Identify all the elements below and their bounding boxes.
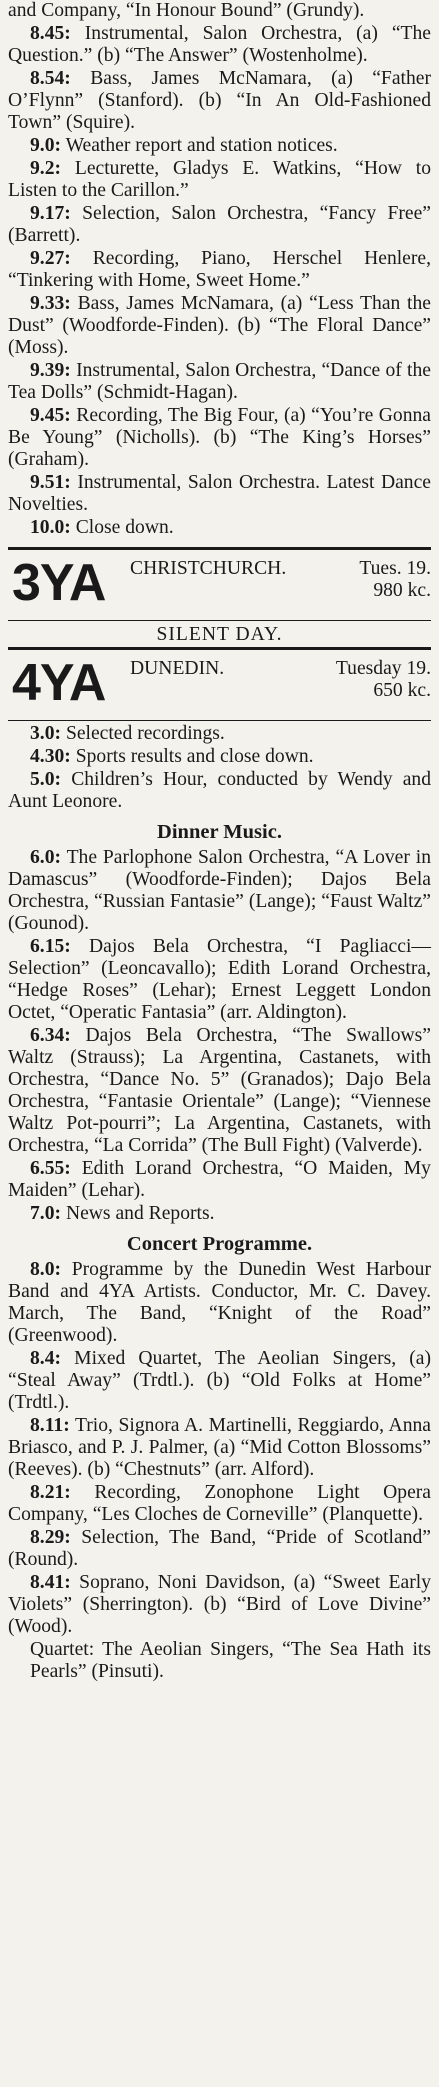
entry-time: 8.21: bbox=[30, 1482, 71, 1503]
entry-text: Instrumental, Salon Orchestra. Latest Dance Novelties. bbox=[8, 472, 431, 515]
programme-entry bbox=[8, 1639, 431, 1683]
programme-entry bbox=[8, 1259, 431, 1347]
entry-text: Programme by the Dunedin West Harbour Band and 4YA Artists. Conductor, Mr. C. Davey. March, The Band, “Knight of the Road” (Greenwood). bbox=[8, 1259, 431, 1346]
programme-entry bbox=[8, 135, 431, 157]
entry-text: Mixed Quartet, The Aeolian Singers, (a) “Steal Away” (Trdtl.). (b) “Old Folks at Home” (Trdtl.). bbox=[8, 1348, 432, 1413]
entry-time: 9.27: bbox=[30, 248, 71, 269]
programme-entry bbox=[8, 248, 431, 292]
station-day: Tues. 19. bbox=[359, 558, 431, 579]
programme-entry bbox=[8, 1482, 431, 1526]
station-call-sign: 3YA bbox=[12, 554, 106, 612]
entry-time: 7.0: bbox=[30, 1203, 62, 1224]
entry-text: Dajos Bela Orchestra, “I Pagliacci—Selection” (Leoncavallo); Edith Lorand Orchestra, “Hedge Roses” (Lehar); Ernest Leggett London Octet, “Operatic Fantasia” (arr. Aldington). bbox=[8, 936, 431, 1023]
entry-time: 9.39: bbox=[30, 360, 71, 381]
entry-text: Recording, Piano, Herschel Henlere, “Tinkering with Home, Sweet Home.” bbox=[8, 248, 431, 291]
programme-entry bbox=[8, 0, 431, 22]
programme-entry bbox=[8, 472, 431, 516]
divider bbox=[8, 720, 431, 721]
section-heading-dinner: Dinner Music. bbox=[157, 821, 282, 843]
entry-text: Edith Lorand Orchestra, “O Maiden, My Maiden” (Lehar). bbox=[8, 1158, 431, 1201]
entry-text: Bass, James McNamara, (a) “Less Than the Dust” (Woodforde-Finden). (b) “The Floral Dance” (Moss). bbox=[8, 293, 431, 358]
programme-entry bbox=[8, 723, 431, 745]
entry-text: Sports results and close down. bbox=[75, 746, 314, 767]
entry-text: Instrumental, Salon Orchestra, (a) “The Question.” (b) “The Answer” (Wostenholme). bbox=[8, 23, 431, 66]
programme-section-concert bbox=[8, 1259, 431, 1683]
entry-text: Instrumental, Salon Orchestra, “Dance of the Tea Dolls” (Schmidt-Hagan). bbox=[8, 360, 431, 403]
programme-section-afternoon bbox=[8, 723, 431, 813]
programme-section-dinner bbox=[8, 847, 431, 1225]
entry-time: 8.45: bbox=[30, 23, 71, 44]
programme-entry bbox=[8, 68, 431, 134]
entry-text: Quartet: The Aeolian Singers, “The Sea Hath its Pearls” (Pinsuti). bbox=[30, 1639, 431, 1682]
entry-text: News and Reports. bbox=[65, 1203, 215, 1224]
station-info bbox=[130, 652, 431, 702]
programme-entry bbox=[8, 203, 431, 247]
programme-entry bbox=[8, 1025, 431, 1157]
entry-time: 8.4: bbox=[30, 1348, 62, 1369]
entry-time: 6.15: bbox=[30, 936, 71, 957]
entry-time: 8.29: bbox=[30, 1527, 71, 1548]
entry-text: The Parlophone Salon Orchestra, “A Lover in Damascus” (Woodforde-Finden); Dajos Bela Orchestra, “Russian Fantasie” (Lange); “Faust Waltz” (Gounod). bbox=[8, 847, 431, 934]
entry-time: 9.2: bbox=[30, 158, 62, 179]
programme-entry bbox=[8, 1158, 431, 1202]
entry-text: Selection, The Band, “Pride of Scotland” (Round). bbox=[8, 1527, 431, 1570]
entry-time: 3.0: bbox=[30, 723, 62, 744]
divider bbox=[8, 620, 431, 621]
entry-text: Dajos Bela Orchestra, “The Swallows” Waltz (Strauss); La Argentina, Castanets, with Orchestra, “Dance No. 5” (Granados); Dajo Bela Orchestra, “Fantasie Orientale” (Lange); “Viennese Waltz Pot-pourri”; La Argentina, Castanets, with Orchestra, “La Corrida” (The Bull Fight) (Valverde). bbox=[8, 1025, 431, 1156]
entry-time: 9.45: bbox=[30, 405, 71, 426]
station-header-4ya bbox=[8, 652, 431, 718]
entry-time: 5.0: bbox=[30, 769, 62, 790]
programme-section-2ya-continued bbox=[8, 0, 431, 539]
programme-entry bbox=[8, 1348, 431, 1414]
programme-entry bbox=[8, 936, 431, 1024]
section-heading-concert: Concert Programme. bbox=[126, 1233, 313, 1255]
programme-entry bbox=[8, 158, 431, 202]
station-frequency: 650 kc. bbox=[373, 680, 431, 701]
programme-entry bbox=[8, 360, 431, 404]
section-divider bbox=[8, 547, 431, 550]
entry-text: Children’s Hour, conducted by Wendy and Aunt Leonore. bbox=[8, 769, 431, 812]
entry-text: Selected recordings. bbox=[65, 723, 225, 744]
programme-entry bbox=[8, 847, 431, 935]
entry-text: Lecturette, Gladys E. Watkins, “How to Listen to the Carillon.” bbox=[8, 158, 431, 201]
entry-text: Bass, James McNamara, (a) “Father O’Flynn” (Stanford). (b) “In An Old-Fashioned Town” (Squire). bbox=[8, 68, 431, 133]
entry-time: 8.11: bbox=[30, 1415, 70, 1436]
entry-time: 9.17: bbox=[30, 203, 71, 224]
entry-text: Recording, The Big Four, (a) “You’re Gonna Be Young” (Nicholls). (b) “The King’s Horses” (Graham). bbox=[8, 405, 431, 470]
programme-entry bbox=[8, 1415, 431, 1481]
station-city: CHRISTCHURCH. bbox=[130, 558, 287, 579]
entry-text: Soprano, Noni Davidson, (a) “Sweet Early Violets” (Sherrington). (b) “Bird of Love Divine” (Wood). bbox=[8, 1572, 431, 1637]
entry-text: Recording, Zonophone Light Opera Company, “Les Cloches de Corneville” (Planquette). bbox=[8, 1482, 431, 1525]
station-header-3ya bbox=[8, 552, 431, 618]
station-info bbox=[130, 552, 431, 602]
station-day: Tuesday 19. bbox=[335, 658, 431, 679]
station-call-sign: 4YA bbox=[12, 654, 106, 712]
entry-time: 8.41: bbox=[30, 1572, 71, 1593]
entry-time: 6.55: bbox=[30, 1158, 71, 1179]
programme-entry bbox=[8, 293, 431, 359]
programme-entry bbox=[8, 746, 431, 768]
programme-entry bbox=[8, 23, 431, 67]
entry-text: Trio, Signora A. Martinelli, Reggiardo, Anna Briasco, and P. J. Palmer, (a) “Mid Cotton Blossoms” (Reeves). (b) “Chestnuts” (arr. Alford). bbox=[8, 1415, 431, 1480]
station-frequency: 980 kc. bbox=[373, 580, 431, 601]
entry-time: 8.0: bbox=[30, 1259, 62, 1280]
programme-entry bbox=[8, 405, 431, 471]
station-city: DUNEDIN. bbox=[130, 658, 225, 679]
programme-entry bbox=[8, 1203, 431, 1225]
entry-text: Close down. bbox=[75, 517, 174, 538]
programme-entry bbox=[8, 1527, 431, 1571]
entry-time: 8.54: bbox=[30, 68, 71, 89]
entry-time: 6.0: bbox=[30, 847, 62, 868]
section-divider bbox=[8, 647, 431, 650]
entry-time: 4.30: bbox=[30, 746, 71, 767]
entry-time: 10.0: bbox=[30, 517, 71, 538]
entry-text: Selection, Salon Orchestra, “Fancy Free” (Barrett). bbox=[8, 203, 432, 246]
entry-time: 9.33: bbox=[30, 293, 71, 314]
entry-time: 9.51: bbox=[30, 472, 71, 493]
silent-day-notice: SILENT DAY. bbox=[156, 624, 283, 645]
programme-entry bbox=[8, 769, 431, 813]
entry-time: 9.0: bbox=[30, 135, 62, 156]
programme-entry bbox=[8, 1572, 431, 1638]
programme-entry bbox=[8, 517, 431, 539]
entry-text: Weather report and station notices. bbox=[65, 135, 338, 156]
entry-time: 6.34: bbox=[30, 1025, 71, 1046]
entry-text: and Company, “In Honour Bound” (Grundy). bbox=[8, 0, 365, 21]
